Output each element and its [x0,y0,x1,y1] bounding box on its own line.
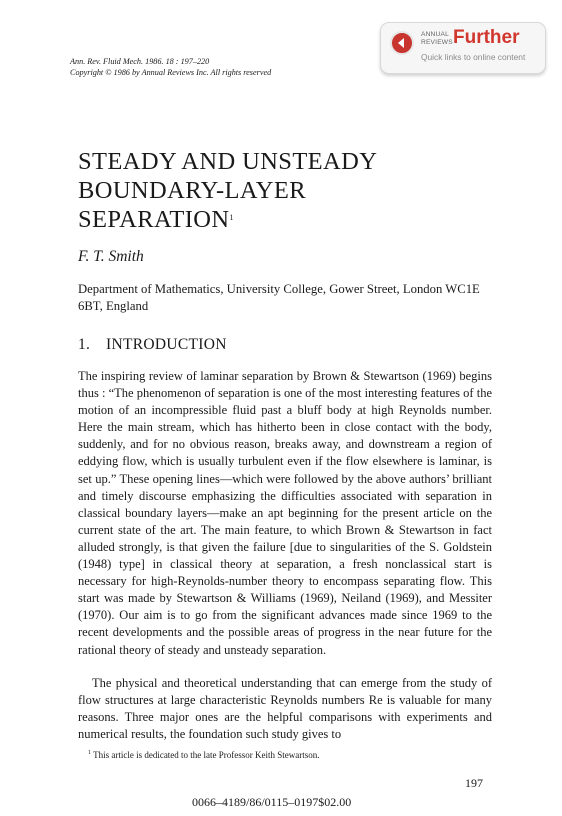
annual-reviews-further-link[interactable] [380,22,546,74]
footnote-mark: 1 [88,750,91,756]
page-number: 197 [465,776,483,790]
title-footnote-mark[interactable]: 1 [229,213,234,222]
issn-price-code: 0066–4189/86/0115–0197$02.00 [192,795,352,809]
article-title [78,147,377,234]
annual-reviews-logo-text: ANNUAL REVIEWS [421,31,453,46]
footnote-text: This article is dedicated to the late Professor Keith Stewartson. [91,750,320,760]
title-line-2: BOUNDARY-LAYER [78,177,306,204]
author-affiliation: Department of Mathematics, University College, Gower Street, London WC1E 6BT, England [78,282,480,313]
further-label: Further [453,27,520,48]
citation-line-2: Copyright © 1986 by Annual Reviews Inc. All rights reserved [70,68,272,77]
journal-citation [70,56,271,78]
section-title: INTRODUCTION [106,336,227,353]
section-heading [78,336,227,354]
citation-line-1: Ann. Rev. Fluid Mech. 1986. 18 : 197–220 [70,57,210,66]
title-line-3: SEPARATION$^1$ [78,206,234,233]
body-paragraph-1: The inspiring review of laminar separation by Brown & Stewartson (1969) begins thus : “The phenomenon of separation is one of the most interesting features of the motion of an incompressible fluid past a bluff body at high Reynolds number. Here the main stream, which has hitherto been in close contact with the body, suddenly, and for no obvious reason, breaks away, and downstream a region of eddying flow, which is usually turbulent even if the flow elsewhere is laminar, is set up.” These opening lines—which were followed by the above authors’ brilliant and timely discourse emphasizing the difficulties associated with separation in classical boundary layers—make an apt beginning for the present article on the current state of the art. The main feature, to which Brown & Stewartson in fact alluded strongly, is that given the failure [due to singularities of the S. Goldstein (1948) type] in classical theory at separation, a fresh nonclassical start is necessary for high-Reynolds-number theory to encompass separating flow. This start was made by Stewartson & Williams (1969), Neiland (1969), and Messiter (1970). Our aim is to go from the significant advances made since 1969 to the recent developments and the possible areas of progress in the near future for the rational theory of steady and unsteady separation. [78,369,492,657]
author-name: F. T. Smith [78,248,144,265]
section-number: 1. [78,336,91,353]
footnote [88,750,320,760]
body-paragraph-2: The physical and theoretical understanding that can emerge from the study of flow structures at large characteristic Reynolds numbers Re is valuable for many reasons. Three major ones are the helpful comparisons with experiments and numerical results, the foundation such study gives to [78,676,492,742]
play-icon [390,31,414,55]
quick-links-tagline: Quick links to online content [421,52,526,62]
title-line-1: STEADY AND UNSTEADY [78,148,378,175]
